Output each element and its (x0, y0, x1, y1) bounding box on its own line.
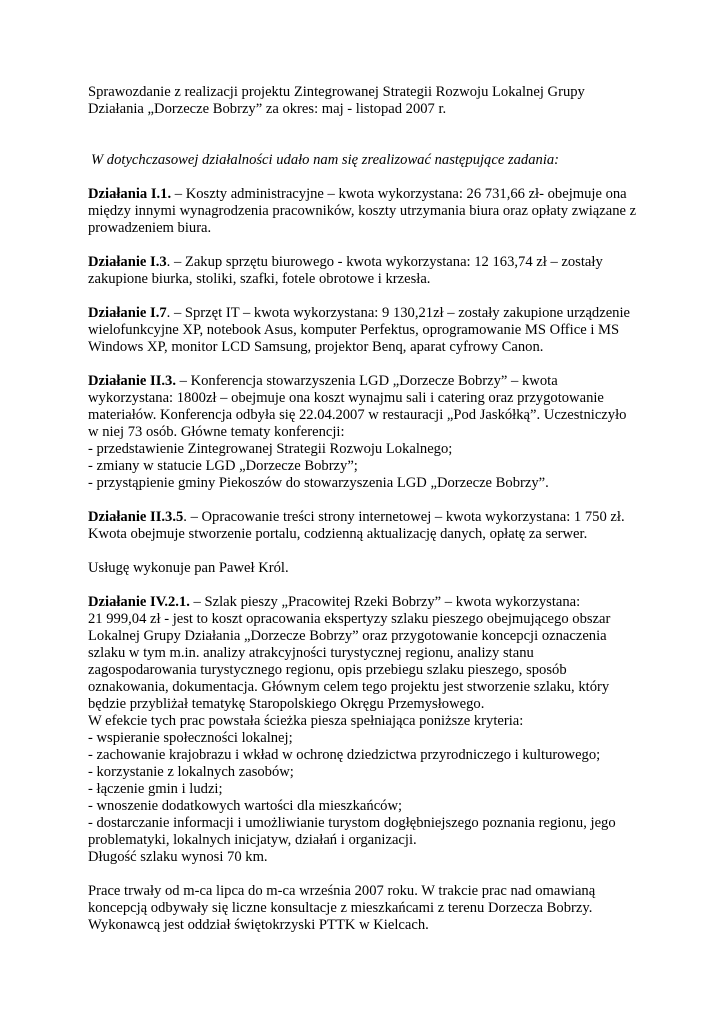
text-line: 21 999,04 zł - jest to koszt opracowania ekspertyzy szlaku pieszego obejmującego obszar (88, 611, 611, 627)
text-line: problematyki, lokalnych inicjatyw, działań i organizacji. (88, 832, 417, 848)
text-line: Usługę wykonuje pan Paweł Król. (88, 560, 289, 576)
list-item: - wspieranie społeczności lokalnej; (88, 730, 293, 746)
text-line (88, 254, 648, 271)
text-line: prowadzeniem biura. (88, 220, 212, 236)
document-title (88, 84, 648, 118)
text-line (88, 305, 648, 322)
text-line (88, 594, 648, 611)
text-line (88, 186, 648, 203)
section-label: Działanie I.3 (88, 254, 167, 270)
text-line: W efekcie tych prac powstała ścieżka piesza spełniająca poniższe kryteria: (88, 713, 524, 729)
list-item: - wnoszenie dodatkowych wartości dla mieszkańców; (88, 798, 403, 814)
list-item: - przedstawienie Zintegrowanej Strategii Rozwoju Lokalnego; (88, 441, 453, 457)
section-label: Działanie I.7 (88, 305, 167, 321)
list-item: - zmiany w statucie LGD „Dorzecze Bobrzy”; (88, 458, 358, 474)
section-label: Działanie II.3. (88, 373, 176, 389)
intro-paragraph (88, 152, 648, 169)
text-line: Prace trwały od m-ca lipca do m-ca września 2007 roku. W trakcie prac nad omawianą (88, 883, 596, 899)
text-line (88, 509, 648, 526)
text-span: . – Zakup sprzętu biurowego - kwota wykorzystana: 12 163,74 zł – zostały (166, 254, 603, 270)
text-line: szlaku w tym m.in. analizy atrakcyjności turystycznej regionu, analizy stanu (88, 645, 534, 661)
service-note (88, 560, 648, 577)
title-line: Działania „Dorzecze Bobrzy” za okres: maj - listopad 2007 r. (88, 101, 447, 117)
text-line: Wykonawcą jest oddział świętokrzyski PTTK w Kielcach. (88, 917, 429, 933)
list-item: - korzystanie z lokalnych zasobów; (88, 764, 294, 780)
text-line: zakupione biurka, stoliki, szafki, fotele obrotowe i krzesła. (88, 271, 431, 287)
title-line: Sprawozdanie z realizacji projektu Zintegrowanej Strategii Rozwoju Lokalnej Grupy (88, 84, 585, 100)
text-line: w niej 73 osób. Główne tematy konferencji: (88, 424, 345, 440)
document-page (88, 84, 648, 934)
list-item: - przystąpienie gminy Piekoszów do stowarzyszenia LGD „Dorzecze Bobrzy”. (88, 475, 549, 491)
text-line: Długość szlaku wynosi 70 km. (88, 849, 268, 865)
section-label: Działanie II.3.5 (88, 509, 184, 525)
section-paragraph (88, 594, 648, 866)
text-span: – Koszty administracyjne – kwota wykorzystana: 26 731,66 zł- obejmuje ona (171, 186, 627, 202)
text-line: zagospodarowania turystycznego regionu, opis przebiegu szlaku pieszego, sposób (88, 662, 567, 678)
text-line: oznakowania, dokumentacja. Głównym celem tego projektu jest stworzenie szlaku, który (88, 679, 610, 695)
list-item: - zachowanie krajobrazu i wkład w ochronę dziedzictwa przyrodniczego i kulturowego; (88, 747, 601, 763)
section-paragraph (88, 509, 648, 543)
text-line: Kwota obejmuje stworzenie portalu, codzienną aktualizację danych, opłatę za serwer. (88, 526, 588, 542)
section-label: Działanie IV.2.1. (88, 594, 190, 610)
text-line: materiałów. Konferencja odbyła się 22.04.2007 w restauracji „Pod Jaskółką”. Uczestniczyło (88, 407, 627, 423)
section-paragraph (88, 305, 648, 356)
intro-text: W dotychczasowej działalności udało nam się zrealizować następujące zadania: (91, 152, 560, 168)
section-label: Działania I.1. (88, 186, 172, 202)
text-line: będzie przybliżał tematykę Staropolskiego Okręgu Przemysłowego. (88, 696, 485, 712)
text-span: – Szlak pieszy „Pracowitej Rzeki Bobrzy” – kwota wykorzystana: (189, 594, 581, 610)
text-span: . – Sprzęt IT – kwota wykorzystana: 9 130,21zł – zostały zakupione urządzenie (166, 305, 631, 321)
text-span: . – Opracowanie treści strony internetowej – kwota wykorzystana: 1 750 zł. (183, 509, 625, 525)
text-span: – Konferencja stowarzyszenia LGD „Dorzecze Bobrzy” – kwota (175, 373, 558, 389)
text-line: między innymi wynagrodzenia pracowników, koszty utrzymania biura oraz opłaty związane z (88, 203, 637, 219)
section-paragraph (88, 373, 648, 492)
text-line: wykorzystana: 1800zł – obejmuje ona koszt wynajmu sali i catering oraz przygotowanie (88, 390, 604, 406)
closing-paragraph (88, 883, 648, 934)
list-item: - dostarczanie informacji i umożliwianie turystom dogłębniejszego poznania regionu, jego (88, 815, 616, 831)
text-line: Windows XP, monitor LCD Samsung, projektor Benq, aparat cyfrowy Canon. (88, 339, 544, 355)
list-item: - łączenie gmin i ludzi; (88, 781, 223, 797)
section-paragraph (88, 254, 648, 288)
text-line: wielofunkcyjne XP, notebook Asus, komputer Perfektus, oprogramowanie MS Office i MS (88, 322, 620, 338)
text-line: Lokalnej Grupy Działania „Dorzecze Bobrzy” oraz przygotowanie koncepcji oznaczenia (88, 628, 607, 644)
text-line (88, 373, 648, 390)
text-line: koncepcją odbywały się liczne konsultacje z mieszkańcami z terenu Dorzecza Bobrzy. (88, 900, 593, 916)
section-paragraph (88, 186, 648, 237)
